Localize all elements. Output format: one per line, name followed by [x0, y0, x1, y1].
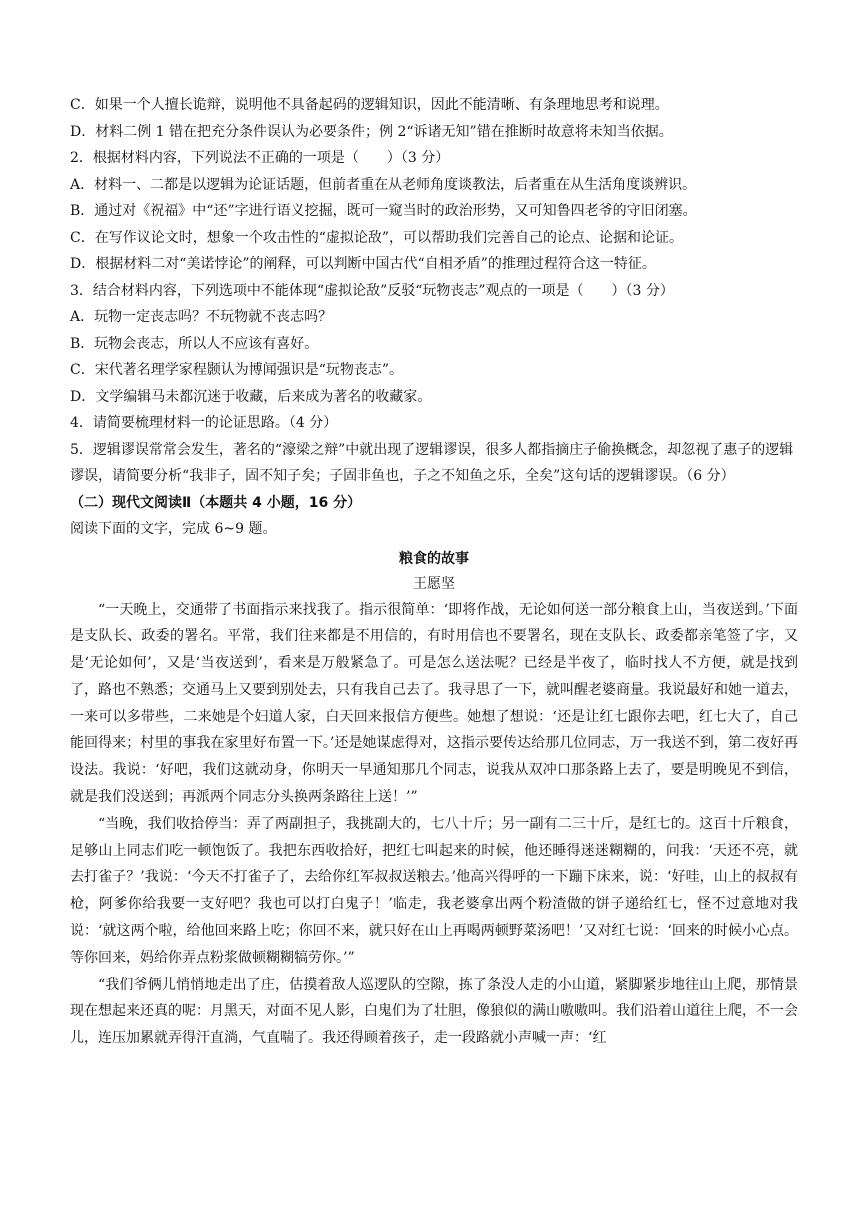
story-paragraph: “我们爷俩儿悄悄地走出了庄，估摸着敌人巡逻队的空隙，拣了条没人走的小山道，紧脚紧步地往山上爬，那情景现在想起来还真的呢：月黑天，对面不见人影，白鬼们为了壮胆，像狼似的满山嗷嗷叫。我们沿着山道往上爬，不一会儿，连压加累就弄得汗直淌，气直喘了。我还得顾着孩子，走一段路就小声喊一声：‘红 — [70, 976, 798, 1047]
q3-option-c: C．宋代著名理学家程颢认为博闻强识是“玩物丧志”。 — [70, 362, 404, 378]
story-author: 王愿坚 — [413, 575, 455, 592]
story-paragraph: “一天晚上，交通带了书面指示来找我了。指示很简单：‘即将作战，无论如何送一部分粮食上山，当夜送到。’下面是支队长、政委的署名。平常，我们往来都是不用信的，有时用信也不要署名，现在支队长、政委都亲笔签了字，又是‘无论如何’，又是‘当夜送到’，看来是万般紧急了。可是怎么送法呢？已经是半夜了，临时找人不方便，就是找到了，路也不熟悉；交通马上又要到别处去，只有我自己去了。我寻思了一下，就叫醒老婆商量。我说最好和她一道去，一来可以多带些，二来她是个妇道人家，白天回来报信方便些。她想了想说：‘还是让红七跟你去吧，红七大了，自己能回得来；村里的事我在家里好布置一下。’还是她谋虑得对，这指示要传达给那几位同志，万一我送不到，第二夜好再设法。我说：‘好吧，我们这就动身，你明天一早通知那几个同志，说我从双冲口那条路上去了，要是明晚见不到信，就是我们没送到；再派两个同志分头换两条路往上送！’” — [70, 601, 798, 806]
question-3: 3．结合材料内容，下列选项中不能体现“虚拟论敌”反驳“玩物丧志”观点的一项是（ ）（3 分） — [70, 282, 674, 299]
reading-instruction: 阅读下面的文字，完成 6~9 题。 — [70, 521, 277, 537]
option-c: C．如果一个人擅长诡辩，说明他不具备起码的逻辑知识，因此不能清晰、有条理地思考和说理。 — [70, 97, 669, 113]
q2-option-b: B．通过对《祝福》中“还”字进行语义挖掘，既可一窥当时的政治形势，又可知鲁四老爷的守旧闭塞。 — [70, 203, 697, 219]
q2-option-d: D．根据材料二对“美诺悖论”的阐释，可以判断中国古代“自相矛盾”的推理过程符合这一特征。 — [70, 256, 656, 272]
document-page — [70, 92, 798, 1052]
question-2: 2．根据材料内容，下列说法不正确的一项是（ ）（3 分） — [70, 150, 450, 166]
story-paragraph: “当晚，我们收拾停当：弄了两副担子，我挑副大的，七八十斤；另一副有二三十斤，是红七的。这百十斤粮食，足够山上同志们吃一顿饱饭了。我把东西收拾好，把红七叫起来的时候，他还睡得迷迷糊糊的，问我：‘天还不亮，就去打雀子？’我说：‘今天不打雀子了，去给你红军叔叔送粮去。’他高兴得呼的一下蹦下床来，说：‘好哇，山上的叔叔有枪，阿爹你给我要一支好吧？我也可以打白鬼子！’临走，我老婆拿出两个粉渣做的饼子递给红七，怪不过意地对我说：‘就这两个啦，给他回来路上吃；你回不来，就只好在山上再喝两顿野菜汤吧！’又对红七说：‘回来的时候小心点。等你回来，妈给你弄点粉浆做顿糊糊犒劳你。’” — [70, 815, 798, 966]
q2-option-c: C．在写作议论文时，想象一个攻击性的“虚拟论敌”，可以帮助我们完善自己的论点、论据和论证。 — [70, 229, 684, 246]
option-d: D．材料二例 1 错在把充分条件误认为必要条件；例 2“诉诸无知”错在推断时故意将未知当依据。 — [70, 123, 673, 140]
question-5: 5．逻辑谬误常常会发生，著名的“濠梁之辩”中就出现了逻辑谬误，很多人都指摘庄子偷换概念，却忽视了惠子的逻辑谬误，请简要分析“我非子，固不知子矣；子固非鱼也，子之不知鱼之乐，全矣”这句话的逻辑谬误。（6 分） — [70, 441, 794, 484]
q3-option-d: D．文学编辑马未都沉迷于收藏，后来成为著名的收藏家。 — [70, 388, 432, 405]
q2-option-a: A．材料一、二都是以逻辑为论证话题，但前者重在从老师角度谈教法，后者重在从生活角度谈辨识。 — [70, 176, 697, 193]
story-title: 粮食的故事 — [399, 550, 469, 567]
section-heading: （二）现代文阅读Ⅱ（本题共 4 小题，16 分） — [70, 494, 362, 511]
q3-option-b: B．玩物会丧志，所以人不应该有喜好。 — [70, 335, 319, 352]
q3-option-a: A．玩物一定丧志吗？不玩物就不丧志吗？ — [70, 309, 333, 325]
question-4: 4．请简要梳理材料一的论证思路。（4 分） — [70, 415, 338, 431]
